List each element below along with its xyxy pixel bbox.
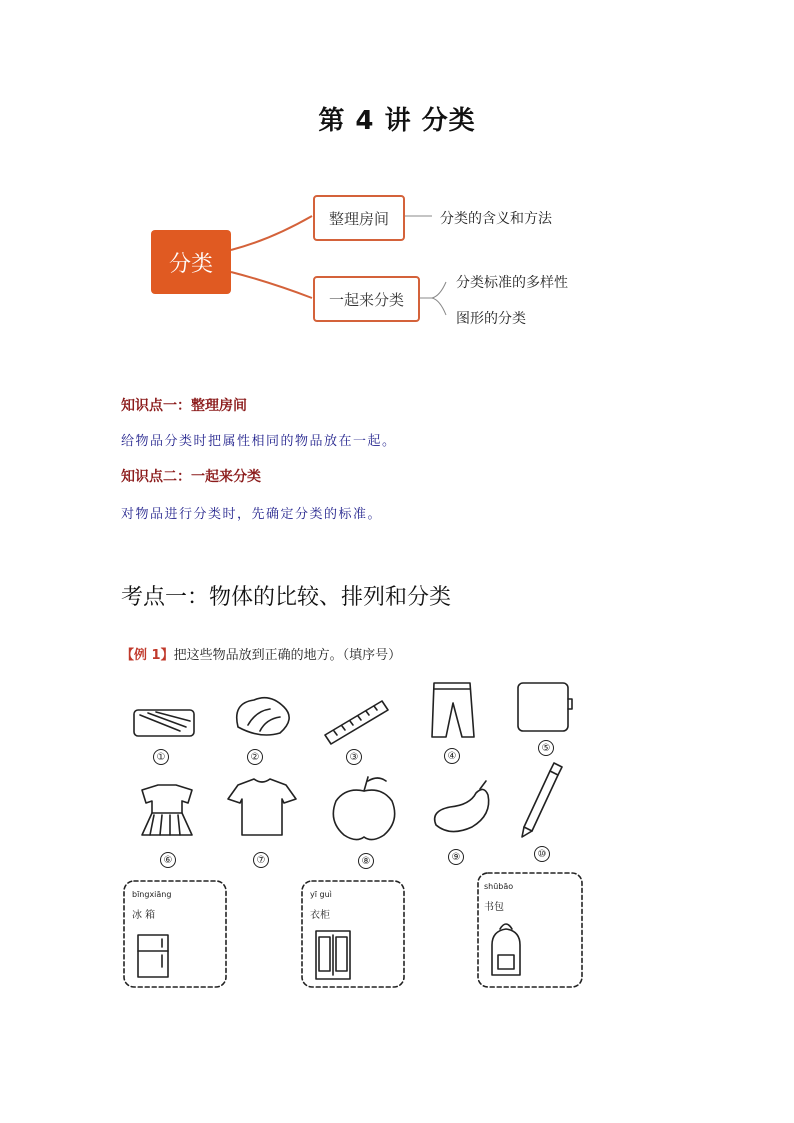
fridge-pinyin: bīngxiāng bbox=[132, 890, 172, 899]
knowledge-point-text: 给物品分类时把属性相同的物品放在一起。 bbox=[121, 434, 397, 449]
dress-icon bbox=[142, 785, 192, 835]
items-illustration bbox=[120, 675, 590, 995]
cabbage-icon bbox=[237, 698, 289, 735]
mindmap-leaf-standards: 分类标准的多样性 bbox=[456, 275, 568, 291]
item-number: ⑩ bbox=[534, 846, 550, 862]
example-text: 把这些物品放到正确的地方。（填序号） bbox=[173, 648, 402, 663]
example-prompt bbox=[121, 644, 401, 663]
mindmap-branch-organize-room: 整理房间 bbox=[313, 195, 405, 241]
knowledge-point-title: 知识点一：整理房间 bbox=[121, 398, 247, 414]
backpack-label: 书包 bbox=[484, 902, 504, 913]
item-number: ① bbox=[153, 749, 169, 765]
page-title: 第 4 讲 分类 bbox=[318, 106, 476, 136]
knowledge-point-text: 对物品进行分类时，先确定分类的标准。 bbox=[121, 507, 383, 522]
knowledge-point-title: 知识点二：一起来分类 bbox=[121, 469, 261, 485]
item-number: ⑤ bbox=[538, 740, 554, 756]
backpack-pinyin: shūbāo bbox=[484, 882, 514, 891]
eggplant-icon bbox=[435, 781, 489, 832]
item-number: ④ bbox=[444, 748, 460, 764]
item-number: ② bbox=[247, 749, 263, 765]
section-heading: 考点一：物体的比较、排列和分类 bbox=[121, 585, 452, 610]
ruler-icon bbox=[325, 701, 388, 744]
trousers-icon bbox=[432, 683, 474, 737]
item-number: ⑥ bbox=[160, 852, 176, 868]
item-number: ⑧ bbox=[358, 853, 374, 869]
item-number: ⑨ bbox=[448, 849, 464, 865]
bread-icon bbox=[134, 710, 194, 736]
backpack-icon bbox=[492, 924, 520, 975]
item-number: ③ bbox=[346, 749, 362, 765]
mindmap-root: 分类 bbox=[151, 230, 231, 294]
fridge-label: 冰 箱 bbox=[132, 910, 156, 921]
wardrobe-pinyin: yī guì bbox=[310, 890, 332, 899]
mindmap-leaf-shapes: 图形的分类 bbox=[456, 311, 526, 327]
wardrobe-label: 衣柜 bbox=[310, 910, 330, 921]
pencil-icon bbox=[522, 763, 562, 837]
notebook-icon bbox=[518, 683, 572, 731]
fridge-icon bbox=[138, 935, 168, 977]
example-tag: 【例 1】 bbox=[121, 648, 174, 663]
item-number: ⑦ bbox=[253, 852, 269, 868]
mindmap-leaf-meaning: 分类的含义和方法 bbox=[440, 211, 552, 227]
apple-icon bbox=[333, 777, 394, 840]
tshirt-icon bbox=[228, 779, 296, 835]
wardrobe-icon bbox=[316, 931, 350, 979]
mindmap-branch-classify-together: 一起来分类 bbox=[313, 276, 420, 322]
